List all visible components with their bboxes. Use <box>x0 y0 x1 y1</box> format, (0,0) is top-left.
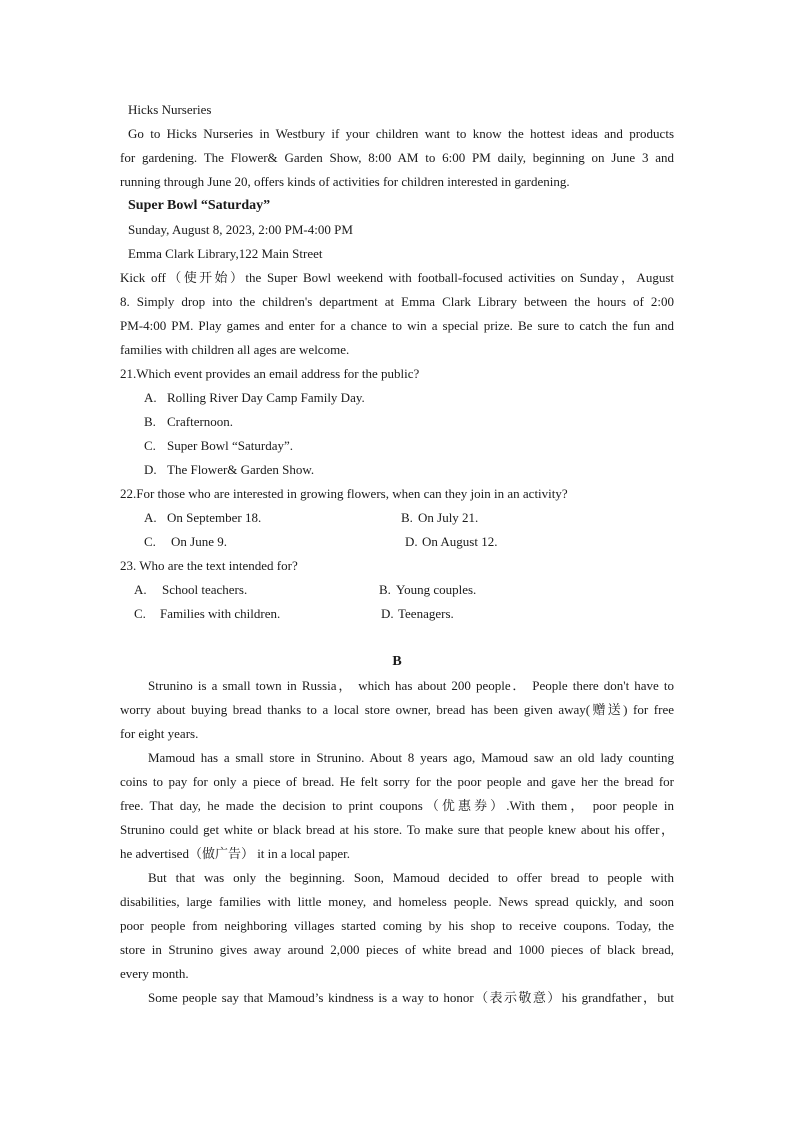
option-text: On July 21. <box>418 510 479 525</box>
event-place: Emma Clark Library,122 Main Street <box>128 246 323 261</box>
paragraph-line: for eight years. <box>120 726 199 741</box>
option-text: On June 9. <box>171 534 227 549</box>
option-text: School teachers. <box>162 582 248 597</box>
option-text: Super Bowl “Saturday”. <box>167 438 294 453</box>
paragraph-line: But that was only the beginning. Soon, Mamoud decided to offer bread to people with <box>148 870 674 885</box>
option-text: Families with children. <box>160 606 281 621</box>
paragraph-line: worry about buying bread thanks to a local store owner, bread has been given away(赠送) for free <box>120 702 674 717</box>
event-date: Sunday, August 8, 2023, 2:00 PM-4:00 PM <box>128 222 353 237</box>
option-letter: B. <box>379 582 391 597</box>
option-letter: C. <box>144 438 156 453</box>
paragraph-line: store in Strunino gives away around 2,000 pieces of white bread and 1000 pieces of black bread, <box>120 942 674 957</box>
option-letter: C. <box>134 606 146 621</box>
paragraph-line: Mamoud has a small store in Strunino. About 8 years ago, Mamoud saw an old lady counting <box>148 750 674 765</box>
event-body-line: Go to Hicks Nurseries in Westbury if your children want to know the hottest ideas and products <box>128 126 674 141</box>
option-letter: B. <box>144 414 156 429</box>
paragraph-line: poor people from neighboring villages started coming by his shop to receive coupons. Today, the <box>120 918 674 933</box>
option-letter: A. <box>144 390 157 405</box>
option-text: The Flower& Garden Show. <box>167 462 315 477</box>
paragraph-line: free. That day, he made the decision to print coupons（优惠券）.With them， poor people in <box>120 798 674 813</box>
option-letter: D. <box>381 606 394 621</box>
event-body-line: 8. Simply drop into the children's department at Emma Clark Library between the hours of 2:00 <box>120 294 674 309</box>
option-letter: D. <box>405 534 418 549</box>
option-text: Crafternoon. <box>167 414 234 429</box>
option-letter: A. <box>134 582 147 597</box>
event-title-super-bowl: Super Bowl “Saturday” <box>128 198 271 213</box>
paragraph-line: Strunino is a small town in Russia， which has about 200 people． People there don't have to <box>148 678 674 693</box>
option-text: Rolling River Day Camp Family Day. <box>167 390 365 405</box>
paragraph-line: disabilities, large families with little money, and homeless people. News spread quickly, and soon <box>120 894 674 909</box>
paragraph-line: coins to pay for only a piece of bread. He felt sorry for the poor people and gave her the bread for <box>120 774 674 789</box>
event-body-line: PM-4:00 PM. Play games and enter for a chance to win a special prize. Be sure to catch the fun and <box>120 318 674 333</box>
question-stem: 23. Who are the text intended for? <box>120 558 298 573</box>
paragraph-line: Strunino could get white or black bread at his store. To make sure that people knew about his offer， <box>120 822 674 837</box>
paragraph-line: every month. <box>120 966 189 981</box>
paragraph-line: Some people say that Mamoud’s kindness is a way to honor（表示敬意）his grandfather，but <box>148 990 674 1005</box>
section-heading: B <box>392 654 402 669</box>
option-text: Young couples. <box>396 582 477 597</box>
option-text: Teenagers. <box>398 606 454 621</box>
question-stem: 21.Which event provides an email address for the public? <box>120 366 420 381</box>
question-stem: 22.For those who are interested in growing flowers, when can they join in an activity? <box>120 486 568 501</box>
option-text: On August 12. <box>422 534 498 549</box>
paragraph-line: he advertised（做广告） it in a local paper. <box>120 846 350 861</box>
event-body-line: running through June 20, offers kinds of activities for children interested in gardening. <box>120 174 570 189</box>
event-body-line: families with children all ages are welcome. <box>120 342 350 357</box>
event-body-line: Kick off（使开始）the Super Bowl weekend with football-focused activities on Sunday，August <box>120 270 674 285</box>
option-text: On September 18. <box>167 510 262 525</box>
option-letter: C. <box>144 534 156 549</box>
event-body-line: for gardening. The Flower& Garden Show, 8:00 AM to 6:00 PM daily, beginning on June 3 and <box>120 150 674 165</box>
option-letter: B. <box>401 510 413 525</box>
option-letter: D. <box>144 462 157 477</box>
event-title-hicks: Hicks Nurseries <box>128 102 212 117</box>
option-letter: A. <box>144 510 157 525</box>
